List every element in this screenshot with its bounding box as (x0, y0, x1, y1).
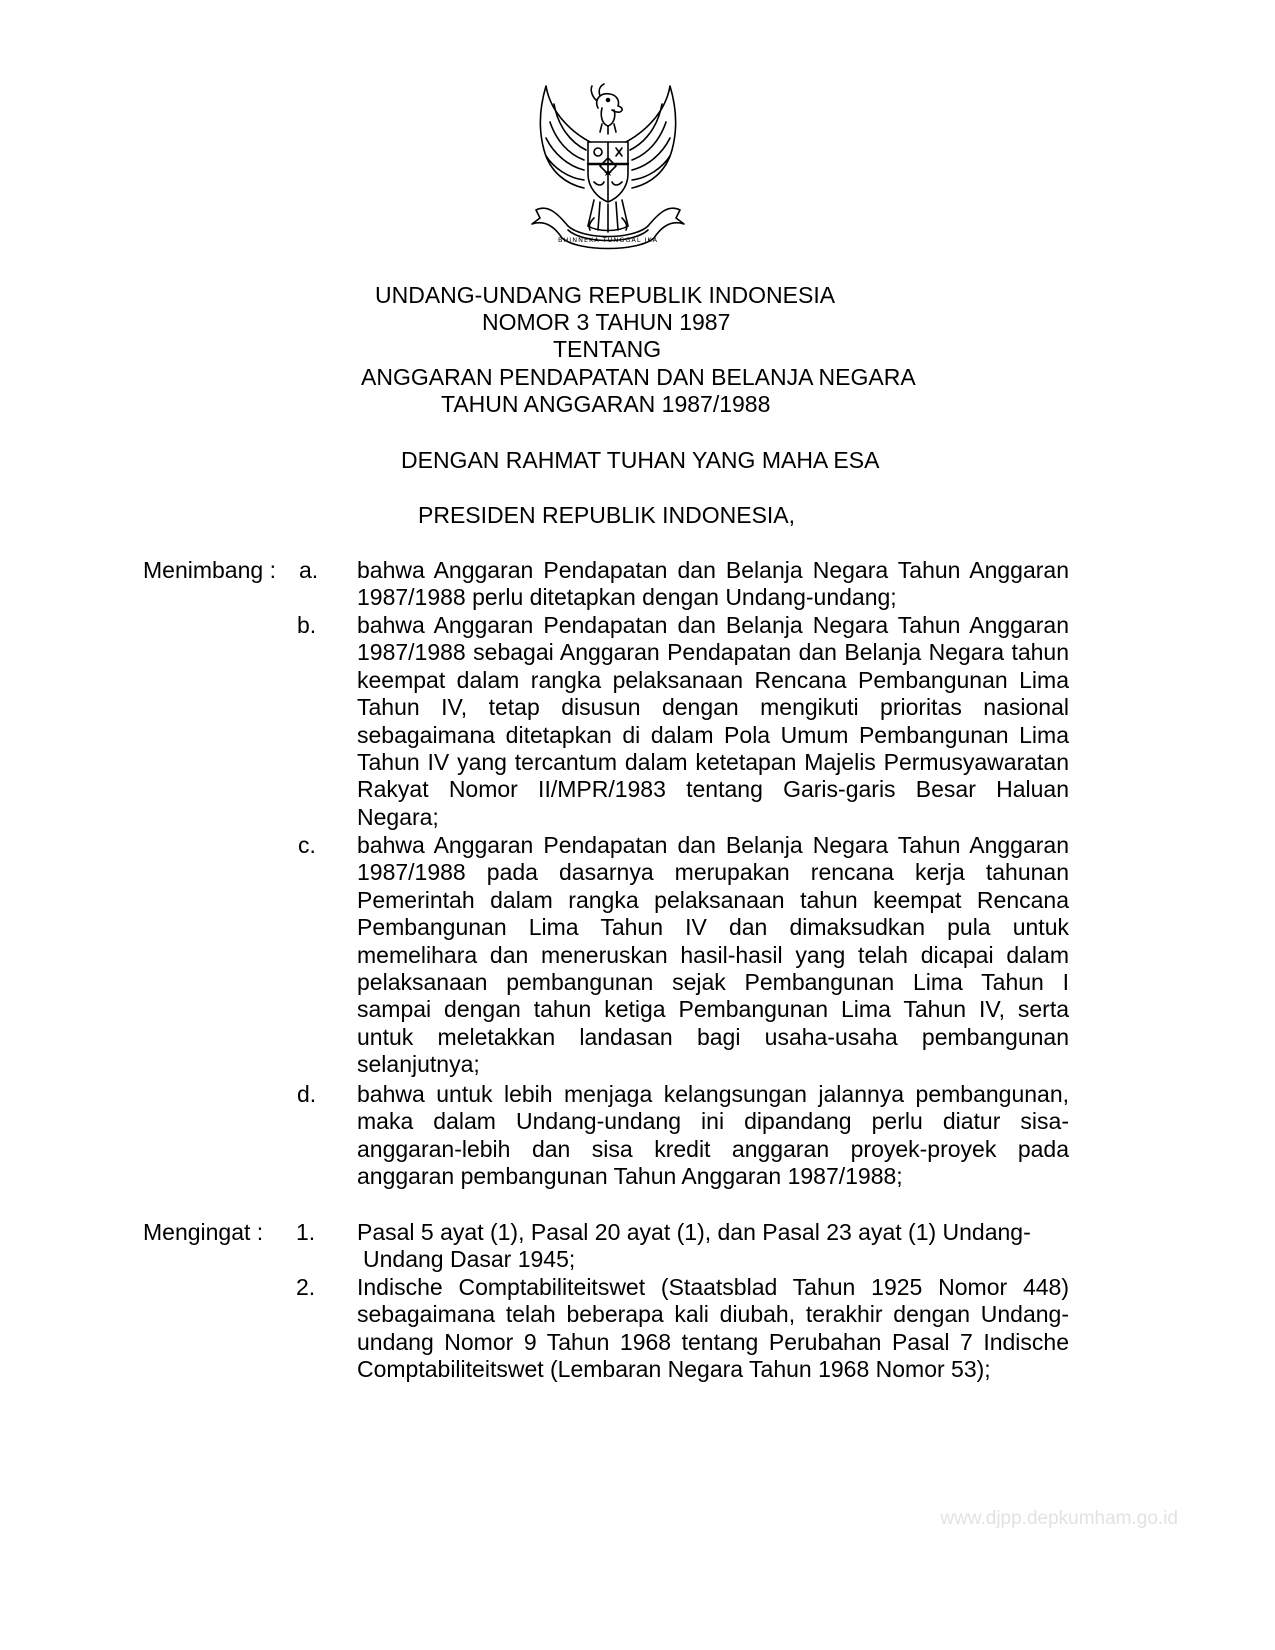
menimbang-item-c: bahwa Anggaran Pendapatan dan Belanja Negara Tahun Anggaran 1987/1988 pada dasarnya merupakan rencana kerja tahunan Pemerintah dalam rangka pelaksanaan tahun keempat Rencana Pembangunan Lima Tahun IV dan dimaksudkan pula untuk memelihara dan meneruskan hasil-hasil yang telah dicapai dalam pelaksanaan pembangunan sejak Pembangunan Lima Tahun I sampai dengan tahun ketiga Pembangunan Lima Tahun IV, serta untuk meletakkan landasan bagi usaha-usaha pembangunan selanjutnya; (357, 832, 1069, 1078)
invocation: DENGAN RAHMAT TUHAN YANG MAHA ESA (401, 447, 880, 473)
law-title: UNDANG-UNDANG REPUBLIK INDONESIA (375, 282, 836, 308)
list-marker: a. (299, 557, 319, 583)
mengingat-item-2: Indische Comptabiliteitswet (Staatsblad Tahun 1925 Nomor 448) sebagaimana telah beberapa kali diubah, terakhir dengan Undang-undang Nomor 9 Tahun 1968 tentang Perubahan Pasal 7 Indische Comptabiliteitswet (Lembaran Negara Tahun 1968 Nomor 53); (357, 1274, 1069, 1383)
source-watermark: www.djpp.depkumham.go.id (940, 1508, 1178, 1529)
president-heading: PRESIDEN REPUBLIK INDONESIA, (418, 502, 796, 528)
garuda-emblem-icon (528, 80, 688, 255)
law-number: NOMOR 3 TAHUN 1987 (482, 309, 731, 335)
menimbang-item-a: bahwa Anggaran Pendapatan dan Belanja Negara Tahun Anggaran 1987/1988 perlu ditetapkan dengan Undang-undang; (357, 557, 1069, 611)
list-marker: 2. (296, 1274, 316, 1300)
menimbang-item-b: bahwa Anggaran Pendapatan dan Belanja Negara Tahun Anggaran 1987/1988 sebagai Anggaran Pendapatan dan Belanja Negara tahun keempat dalam rangka pelaksanaan Rencana Pembangunan Lima Tahun IV, tetap disusun dengan mengikuti prioritas nasional sebagaimana ditetapkan di dalam Pola Umum Pembangunan Lima Tahun IV yang tercantum dalam ketetapan Majelis Permusyawaratan Rakyat Nomor II/MPR/1983 tentang Garis-garis Besar Haluan Negara; (357, 612, 1069, 830)
menimbang-item-d: bahwa untuk lebih menjaga kelangsungan jalannya pembangunan, maka dalam Undang-undang ini dipandang perlu diatur sisa-anggaran-lebih dan sisa kredit anggaran proyek-proyek pada anggaran pembangunan Tahun Anggaran 1987/1988; (357, 1081, 1069, 1190)
law-fiscal-year: TAHUN ANGGARAN 1987/1988 (441, 391, 771, 417)
list-marker: d. (297, 1081, 317, 1107)
menimbang-label: Menimbang : (143, 557, 276, 583)
mengingat-label: Mengingat : (143, 1219, 264, 1245)
list-marker: c. (298, 832, 316, 858)
mengingat-item-1-line1: Pasal 5 ayat (1), Pasal 20 ayat (1), dan Pasal 23 ayat (1) Undang- (357, 1219, 1031, 1245)
list-marker: b. (297, 612, 317, 638)
mengingat-item-1-line2: Undang Dasar 1945; (363, 1246, 576, 1272)
law-subject: ANGGARAN PENDAPATAN DAN BELANJA NEGARA (361, 364, 916, 390)
svg-text:BHINNEKA TUNGGAL IKA: BHINNEKA TUNGGAL IKA (557, 236, 659, 244)
law-tentang: TENTANG (553, 336, 662, 362)
list-marker: 1. (296, 1219, 316, 1245)
